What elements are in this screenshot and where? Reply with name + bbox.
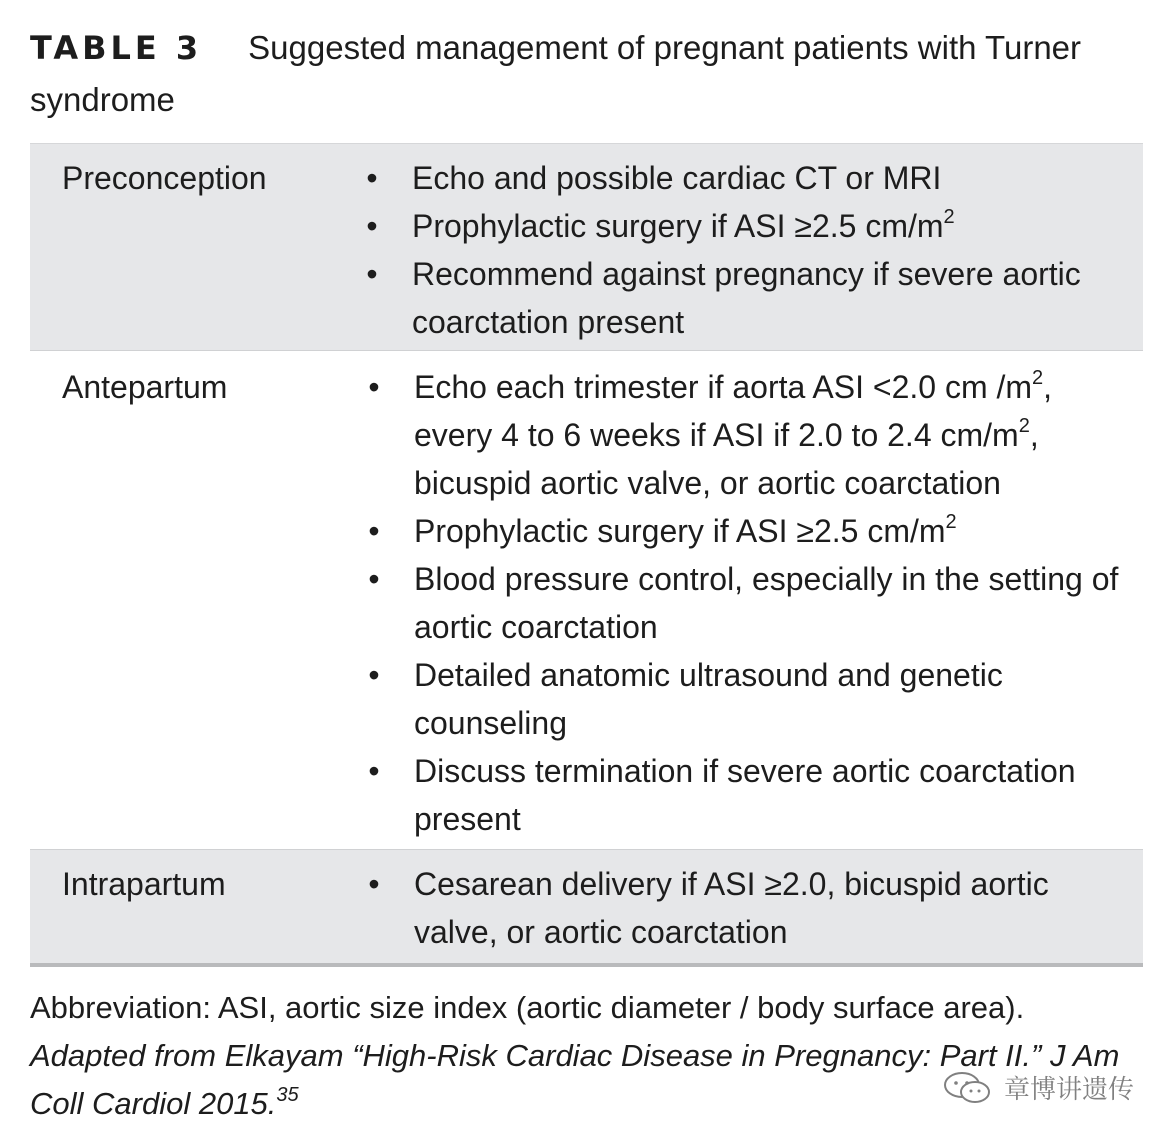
management-table [30, 143, 1143, 967]
superscript: 2 [1018, 415, 1030, 438]
superscript: 2 [945, 511, 957, 534]
table-row-preconception [30, 143, 1143, 351]
list-item: • Cesarean delivery if ASI ≥2.0, bicuspid aortic valve, or aortic coarctation [364, 860, 1124, 956]
source-note: Adapted from Elkayam “High-Risk Cardiac Disease in Pregnancy: Part II.” J Am Coll Cardiol 2015.35 [30, 1038, 1120, 1121]
stage-label: Antepartum [62, 369, 228, 405]
item-list [364, 363, 1124, 849]
stage-label: Intrapartum [62, 866, 226, 902]
superscript: 2 [943, 206, 955, 229]
stage-label: Preconception [62, 160, 267, 196]
item-list [362, 154, 1122, 350]
bullet: • [366, 160, 378, 196]
abbreviation-note: Abbreviation: ASI, aortic size index (aortic diameter / body surface area). [30, 990, 1025, 1025]
bullet: • [368, 369, 380, 405]
bullet: • [368, 753, 380, 789]
bullet: • [368, 561, 380, 597]
reference-superscript: 35 [276, 1083, 299, 1106]
list-item: • Discuss termination if severe aortic coarctation present [364, 747, 1124, 843]
bullet: • [366, 256, 378, 292]
table-row-intrapartum [30, 849, 1143, 967]
list-item: • Echo each trimester if aorta ASI <2.0 cm $/m^2$, every 4 to 6 weeks if ASI if 2.0 to 2.4 $cm/m^2$, bicuspid aortic valve, or aortic coarctation [364, 363, 1124, 507]
list-item: • Blood pressure control, especially in the setting of aortic coarctation [364, 555, 1124, 651]
list-item: • Prophylactic surgery if ASI ≥2.5 $cm/m^2$ [362, 202, 1122, 250]
watermark [942, 1069, 1134, 1106]
table-caption: Suggested management of pregnant patients with Turner syndrome [30, 29, 1082, 118]
watermark-text: 章博讲遗传 [1003, 1075, 1134, 1105]
table-title [30, 22, 1130, 126]
bullet: • [368, 513, 380, 549]
list-item: • Echo and possible cardiac CT or MRI [362, 154, 1122, 202]
table-footnote [30, 984, 1140, 1128]
bullet: • [368, 657, 380, 693]
item-list [364, 860, 1124, 963]
bullet: • [368, 866, 380, 902]
list-item: • Detailed anatomic ultrasound and genetic counseling [364, 651, 1124, 747]
table-row-antepartum [30, 351, 1143, 849]
bullet: • [366, 208, 378, 244]
list-item: • Prophylactic surgery if ASI ≥2.5 $cm/m^2$ [364, 507, 1124, 555]
superscript: 2 [1032, 367, 1044, 390]
wechat-icon [942, 1070, 994, 1106]
list-item: • Recommend against pregnancy if severe aortic coarctation present [362, 250, 1122, 346]
table-label: TABLE 3 [30, 29, 203, 67]
